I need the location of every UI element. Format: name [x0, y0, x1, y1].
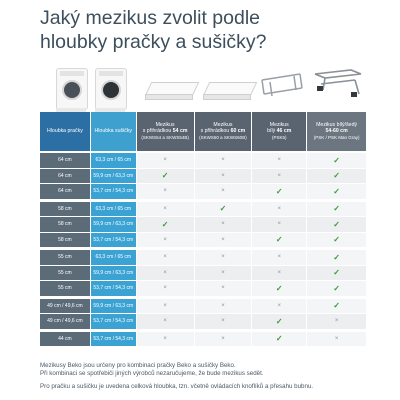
product-images	[40, 60, 366, 112]
cross-icon: ×	[195, 233, 252, 249]
table-row-group	[40, 202, 366, 249]
cross-icon: ×	[195, 332, 252, 348]
dryer-depth-cell: 53,7 cm / 54,3 cm	[91, 184, 136, 200]
tray-60-image	[198, 60, 255, 112]
table-row	[40, 217, 366, 233]
header-mezikus-54-size: 54 cm	[172, 128, 188, 135]
washer-depth-cell: 55 cm	[40, 281, 90, 297]
check-icon: ✓	[307, 202, 366, 218]
cross-icon: ×	[137, 266, 194, 282]
dryer-depth-cell: 53,7 cm / 54,3 cm	[91, 332, 136, 348]
rail-bracket-icon	[311, 60, 366, 112]
washer-depth-cell: 49 cm / 49,6 cm	[40, 299, 90, 315]
washer-depth-cell: 58 cm	[40, 217, 90, 233]
table-row	[40, 169, 366, 185]
title-line-1: Jaký mezikus zvolit podle	[40, 7, 261, 29]
bracket-46-image	[256, 60, 310, 112]
dryer-depth-cell: 63,3 cm / 65 cm	[91, 202, 136, 218]
check-icon: ✓	[307, 266, 366, 282]
header-washer-depth: Hloubka pračky	[40, 112, 90, 151]
cross-icon: ×	[252, 217, 306, 233]
cross-icon: ×	[137, 299, 194, 315]
bracket-5460-image	[311, 60, 366, 112]
washer-depth-cell: 64 cm	[40, 169, 90, 185]
check-icon: ✓	[307, 233, 366, 249]
table-row	[40, 202, 366, 218]
check-icon: ✓	[252, 281, 306, 297]
washer-depth-cell: 64 cm	[40, 184, 90, 200]
cross-icon: ×	[137, 314, 194, 330]
cross-icon: ×	[252, 299, 306, 315]
header-mezikus-54-line1: Mezikus	[155, 121, 175, 128]
header-mezikus-54	[137, 112, 194, 151]
dryer-depth-cell: 63,3 cm / 65 cm	[91, 250, 136, 266]
cross-icon: ×	[137, 153, 194, 169]
header-mezikus-60-size: 60 cm	[230, 128, 246, 135]
title-line-2: hloubky pračky a sušičky?	[40, 31, 267, 53]
table-row	[40, 184, 366, 200]
washer-depth-cell: 58 cm	[40, 202, 90, 218]
tray-54-image	[140, 60, 197, 112]
page-title	[40, 6, 370, 54]
header-mezikus-46-size: 46 cm	[276, 128, 292, 135]
washer-depth-cell: 58 cm	[40, 233, 90, 249]
cross-icon: ×	[195, 184, 252, 200]
header-mezikus-60-models: (SKWS60 a SKWS60B)	[199, 134, 247, 140]
cross-icon: ×	[195, 266, 252, 282]
header-mezikus-46-models: (PSK5)	[272, 134, 287, 140]
header-mezikus-5460	[307, 112, 366, 151]
dryer-depth-cell: 59,9 cm / 63,3 cm	[91, 299, 136, 315]
washer-depth-cell: 55 cm	[40, 250, 90, 266]
table-row-group	[40, 332, 366, 348]
cross-icon: ×	[252, 202, 306, 218]
check-icon: ✓	[307, 299, 366, 315]
check-icon: ✓	[307, 250, 366, 266]
cross-icon: ×	[195, 250, 252, 266]
cross-icon: ×	[195, 153, 252, 169]
dryer-depth-cell: 53,7 cm / 54,3 cm	[91, 233, 136, 249]
dryer-depth-cell: 53,7 cm / 54,3 cm	[91, 314, 136, 330]
footnotes	[40, 362, 370, 391]
footnote-1-line-1: Mezikusy Beko jsou určeny pro kombinaci pračky Beko a sušičky Beko.	[40, 362, 236, 369]
footnote-2	[40, 383, 370, 391]
cross-icon: ×	[137, 250, 194, 266]
washer-depth-cell: 44 cm	[40, 332, 90, 348]
cross-icon: ×	[137, 281, 194, 297]
shelf-bracket-icon	[256, 60, 310, 112]
cross-icon: ×	[195, 314, 252, 330]
cross-icon: ×	[195, 217, 252, 233]
table-row	[40, 314, 366, 330]
cross-icon: ×	[137, 332, 194, 348]
header-mezikus-60-line2: s přihrádkou	[200, 128, 230, 135]
header-mezikus-5460-line1: Mezikus bílý/šedý	[316, 121, 358, 128]
cross-icon: ×	[195, 299, 252, 315]
dryer-depth-cell: 59,9 cm / 63,3 cm	[91, 266, 136, 282]
washer-dryer-image	[50, 60, 135, 112]
header-mezikus-46-line2: bílý	[267, 128, 276, 135]
dryer-depth-cell: 59,9 cm / 63,3 cm	[91, 217, 136, 233]
table-row	[40, 250, 366, 266]
cross-icon: ×	[137, 233, 194, 249]
check-icon: ✓	[137, 217, 194, 233]
washer-depth-cell: 64 cm	[40, 153, 90, 169]
table-row	[40, 233, 366, 249]
washer-depth-cell: 49 cm / 49,6 cm	[40, 314, 90, 330]
washer-depth-cell: 55 cm	[40, 266, 90, 282]
header-mezikus-46	[252, 112, 306, 151]
footnote-1	[40, 362, 370, 379]
check-icon: ✓	[307, 153, 366, 169]
header-mezikus-5460-models: (PSK / PSK Man Gray)	[313, 134, 360, 140]
header-mezikus-54-line2: s přihrádkou	[142, 128, 172, 135]
header-mezikus-54-models: (SKWS54 a SKWS54B)	[141, 134, 189, 140]
check-icon: ✓	[307, 281, 366, 297]
cross-icon: ×	[195, 281, 252, 297]
check-icon: ✓	[252, 233, 306, 249]
dryer-depth-cell: 53,7 cm / 54,3 cm	[91, 281, 136, 297]
washer-icon	[56, 68, 88, 110]
header-mezikus-60	[195, 112, 252, 151]
footnote-1-line-2: Při kombinaci se spotřebiči jiných výrobců nezaručujeme, že bude mezikus sedět.	[40, 370, 264, 378]
compatibility-table	[40, 112, 366, 347]
check-icon: ✓	[252, 332, 306, 348]
check-icon: ✓	[307, 169, 366, 185]
cross-icon: ×	[137, 202, 194, 218]
table-row	[40, 266, 366, 282]
check-icon: ✓	[307, 184, 366, 200]
cross-icon: ×	[252, 266, 306, 282]
cross-icon: ×	[195, 169, 252, 185]
header-mezikus-46-line1: Mezikus	[269, 121, 289, 128]
table-row	[40, 332, 366, 348]
table-row	[40, 299, 366, 315]
dryer-depth-cell: 59,9 cm / 63,3 cm	[91, 169, 136, 185]
cross-icon: ×	[307, 314, 366, 330]
table-body	[40, 153, 366, 347]
cross-icon: ×	[252, 169, 306, 185]
table-row	[40, 153, 366, 169]
header-mezikus-5460-size: 54-60 cm	[325, 128, 348, 135]
check-icon: ✓	[252, 184, 306, 200]
cross-icon: ×	[252, 250, 306, 266]
dryer-depth-cell: 63,3 cm / 65 cm	[91, 153, 136, 169]
table-header	[40, 112, 366, 151]
cross-icon: ×	[137, 184, 194, 200]
table-row	[40, 281, 366, 297]
table-row-group	[40, 299, 366, 330]
footnote-2-line-1: Pro pračku a sušičku je uvedena celková hloubka, tzn. včetně ovládacích knoflíků a přesahu bubnu.	[40, 382, 314, 390]
table-row-group	[40, 153, 366, 200]
cross-icon: ×	[252, 153, 306, 169]
header-mezikus-60-line1: Mezikus	[213, 121, 233, 128]
table-row-group	[40, 250, 366, 297]
check-icon: ✓	[137, 169, 194, 185]
check-icon: ✓	[252, 314, 306, 330]
check-icon: ✓	[307, 217, 366, 233]
check-icon: ✓	[195, 202, 252, 218]
header-dryer-depth: Hloubka sušičky	[91, 112, 136, 151]
cross-icon: ×	[307, 332, 366, 348]
dryer-icon	[95, 68, 127, 110]
